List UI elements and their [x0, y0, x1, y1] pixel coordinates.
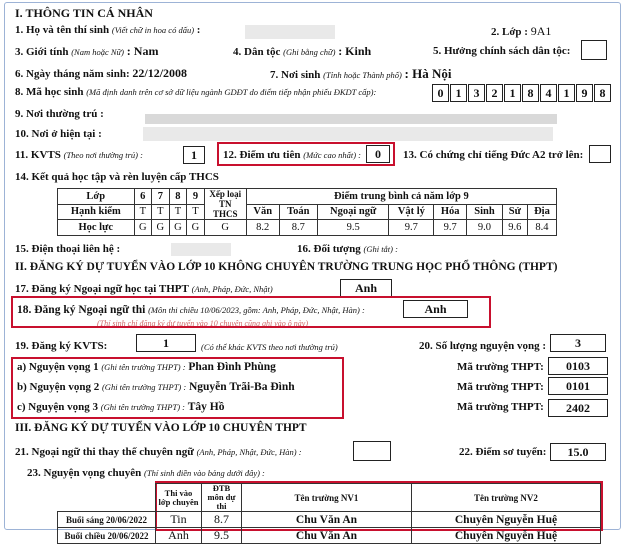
- specialized-col-header: ĐTB môn dự thi: [202, 484, 242, 512]
- specialized-col-header: Tên trường NV2: [412, 484, 601, 512]
- name-label: 1. Họ và tên thí sinh: [15, 24, 110, 36]
- exam-language-note: (Thí sinh chỉ đăng ký dự tuyển vào 10 chuyên cũng ghi vào ô này): [97, 319, 308, 328]
- student-id-digit: 4: [540, 84, 557, 102]
- results-col-header: Lớp: [58, 189, 135, 205]
- results-col-header: 6: [134, 189, 152, 205]
- gender-label: 3. Giới tính: [15, 46, 69, 58]
- results-row-label: Học lực: [58, 220, 135, 236]
- specialized-col-header: Tên trường NV1: [242, 484, 412, 512]
- name-colon: :: [196, 24, 201, 36]
- results-subject-header: Vật lý: [389, 204, 434, 220]
- specialized-nv1: Chu Văn An: [242, 512, 412, 528]
- specialized-dtb: 8.7: [202, 512, 242, 528]
- name-hint: (Viết chữ in hoa có dấu): [111, 25, 195, 35]
- student-id-digit: 9: [576, 84, 593, 102]
- exam-language-hint: (Môn thi chiều 10/06/2023, gồm: Anh, Pháp, Đức, Nhật, Hàn) :: [148, 305, 365, 315]
- wish-count-value: 3: [550, 334, 606, 352]
- priority-value: 0: [366, 145, 390, 163]
- class-label: 2. Lớp :: [491, 26, 528, 38]
- results-score: 8.7: [279, 220, 317, 236]
- results-col-header: 8: [169, 189, 187, 205]
- specialized-hint: (Thí sinh điền vào bảng dưới đây) :: [144, 468, 265, 478]
- specialized-subject: Tin: [156, 512, 202, 528]
- current-address-redacted: [143, 127, 553, 141]
- specialized-dtb: 9.5: [202, 528, 242, 544]
- results-col-header: Xếp loại TN THCS: [204, 189, 246, 220]
- ethnic-policy-box[interactable]: [581, 40, 607, 60]
- student-id-digit: 0: [432, 84, 449, 102]
- wish3-hint: (Ghi tên trường THPT) :: [100, 402, 185, 412]
- results-score: 9.6: [502, 220, 527, 236]
- study-language-label: 17. Đăng ký Ngoại ngữ học tại THPT: [15, 283, 189, 295]
- german-cert-box[interactable]: [589, 145, 611, 163]
- ethnicity-hint: (Ghi bằng chữ): [283, 47, 336, 57]
- specialized-nv2: Chuyên Nguyễn Huệ: [412, 512, 601, 528]
- kvts-register-hint: (Có thể khác KVTS theo nơi thường trú): [201, 342, 338, 352]
- results-subject-header: Hóa: [434, 204, 467, 220]
- results-cell: T: [134, 204, 152, 220]
- results-col-header: 7: [152, 189, 170, 205]
- specialized-session: Buổi chiều 20/06/2022: [58, 528, 156, 544]
- results-subject-header: Ngoại ngữ: [317, 204, 388, 220]
- results-title: 14. Kết quả học tập và rèn luyện cấp THCS: [15, 171, 219, 183]
- alt-language-label: 21. Ngoại ngữ thi thay thế chuyên ngữ: [15, 446, 194, 458]
- class-value: 9A1: [530, 24, 552, 38]
- wish3-code: 2402: [548, 399, 608, 417]
- section2-title: II. ĐĂNG KÝ DỰ TUYỂN VÀO LỚP 10 KHÔNG CHUYÊN TRƯỜNG TRUNG HỌC PHỔ THÔNG (THPT): [15, 261, 558, 273]
- phone-redacted: [171, 243, 231, 256]
- section1-title: I. THÔNG TIN CÁ NHÂN: [15, 6, 153, 20]
- wish2-label: b) Nguyện vọng 2: [17, 381, 100, 393]
- wish1-school: Phan Đình Phùng: [188, 361, 276, 373]
- specialized-subject: Anh: [156, 528, 202, 544]
- german-cert-label: 13. Có chứng chỉ tiếng Đức A2 trở lên:: [403, 149, 584, 161]
- student-id-digit: 1: [450, 84, 467, 102]
- results-score: 9.5: [317, 220, 388, 236]
- student-id-digit: 1: [504, 84, 521, 102]
- results-subject-header: Sinh: [467, 204, 502, 220]
- results-cell: G: [152, 220, 170, 236]
- student-id-digit: 1: [558, 84, 575, 102]
- student-id-label: 8. Mã học sinh: [15, 86, 84, 98]
- gender-value: : Nam: [126, 44, 159, 58]
- wish1-code: 0103: [548, 357, 608, 375]
- wish2-hint: (Ghi tên trường THPT) :: [101, 382, 187, 392]
- specialized-corner: [58, 484, 156, 512]
- study-language-value: Anh: [340, 279, 392, 297]
- wish3-label: c) Nguyện vọng 3: [17, 401, 98, 413]
- results-cell: T: [187, 204, 205, 220]
- specialized-table: [57, 483, 601, 544]
- results-col-header: Điểm trung bình cả năm lớp 9: [246, 189, 556, 205]
- results-col-header: 9: [187, 189, 205, 205]
- birthplace-hint: (Tỉnh hoặc Thành phố): [323, 70, 402, 80]
- results-score: 8.2: [246, 220, 279, 236]
- wish3-school: Tây Hồ: [187, 401, 225, 413]
- subject-group-hint: (Ghi tắt) :: [363, 244, 398, 254]
- permanent-address-redacted: [145, 114, 557, 124]
- current-address-label: 10. Nơi ở hiện tại :: [15, 128, 102, 140]
- alt-language-box[interactable]: [353, 441, 391, 461]
- section3-title: III. ĐĂNG KÝ DỰ TUYỂN VÀO LỚP 10 CHUYÊN THPT: [15, 422, 307, 434]
- priority-hint: (Mức cao nhất) :: [303, 150, 361, 160]
- results-subject-header: Toán: [279, 204, 317, 220]
- results-cell: T: [152, 204, 170, 220]
- student-id-hint: (Mã định danh trên cơ sở dữ liệu ngành GDĐT do điểm tiếp nhận phiếu ĐKDT cấp):: [86, 87, 377, 97]
- wish-count-label: 20. Số lượng nguyện vọng :: [419, 340, 546, 352]
- ethnicity-label: 4. Dân tộc: [233, 46, 281, 58]
- dob-label: 6. Ngày tháng năm sinh:: [15, 68, 130, 80]
- priority-label: 12. Điểm ưu tiên: [223, 149, 301, 161]
- dob-value: 22/12/2008: [132, 66, 188, 80]
- wish2-code: 0101: [548, 377, 608, 395]
- results-score: 9.7: [434, 220, 467, 236]
- kvts-label: 11. KVTS: [15, 149, 61, 161]
- kvts-value: 1: [183, 146, 205, 164]
- results-cell: G: [187, 220, 205, 236]
- student-id-digit: 8: [594, 84, 611, 102]
- results-score: 8.4: [527, 220, 556, 236]
- results-table: [57, 188, 557, 236]
- wish2-code-label: Mã trường THPT:: [457, 381, 544, 393]
- results-subject-header: Sử: [502, 204, 527, 220]
- ethnicity-value: : Kinh: [338, 44, 372, 58]
- pre-score-value: 15.0: [550, 443, 606, 461]
- permanent-address-label: 9. Nơi thường trú :: [15, 108, 104, 120]
- results-cell: G: [204, 220, 246, 236]
- results-row-label: Hạnh kiểm: [58, 204, 135, 220]
- specialized-session: Buổi sáng 20/06/2022: [58, 512, 156, 528]
- birthplace-value: : Hà Nội: [404, 66, 452, 81]
- alt-language-hint: (Anh, Pháp, Nhật, Đức, Hàn) :: [196, 447, 302, 457]
- student-id-digit: 2: [486, 84, 503, 102]
- phone-label: 15. Điện thoại liên hệ :: [15, 243, 121, 255]
- ethnic-policy-label: 5. Hưởng chính sách dân tộc:: [433, 45, 571, 57]
- results-subject-header: Văn: [246, 204, 279, 220]
- specialized-nv1: Chu Văn An: [242, 528, 412, 544]
- wish3-code-label: Mã trường THPT:: [457, 401, 544, 413]
- kvts-hint: (Theo nơi thường trú) :: [63, 150, 143, 160]
- name-redacted: [245, 25, 335, 39]
- specialized-label: 23. Nguyện vọng chuyên: [27, 467, 142, 479]
- student-id-digit: 8: [522, 84, 539, 102]
- results-cell: G: [169, 220, 187, 236]
- gender-hint: (Nam hoặc Nữ): [71, 47, 125, 57]
- form-frame: [4, 2, 621, 542]
- results-cell: T: [169, 204, 187, 220]
- results-score: 9.7: [389, 220, 434, 236]
- wish2-school: Nguyễn Trãi-Ba Đình: [188, 381, 295, 393]
- wish1-label: a) Nguyện vọng 1: [17, 361, 99, 373]
- results-cell: G: [134, 220, 152, 236]
- subject-group-label: 16. Đối tượng: [297, 243, 361, 255]
- kvts-register-label: 19. Đăng ký KVTS:: [15, 340, 108, 352]
- results-subject-header: Địa: [527, 204, 556, 220]
- specialized-nv2: Chuyên Nguyễn Huệ: [412, 528, 601, 544]
- study-language-hint: (Anh, Pháp, Đức, Nhật): [191, 284, 273, 294]
- specialized-col-header: Thi vào lớp chuyên: [156, 484, 202, 512]
- exam-language-value: Anh: [403, 300, 468, 318]
- exam-language-label: 18. Đăng ký Ngoại ngữ thi: [17, 304, 146, 316]
- results-score: 9.0: [467, 220, 502, 236]
- pre-score-label: 22. Điểm sơ tuyển:: [459, 446, 547, 458]
- student-id-digit: 3: [468, 84, 485, 102]
- birthplace-label: 7. Nơi sinh: [270, 69, 321, 81]
- kvts-register-value: 1: [136, 334, 196, 352]
- wish1-code-label: Mã trường THPT:: [457, 361, 544, 373]
- wish1-hint: (Ghi tên trường THPT) :: [101, 362, 186, 372]
